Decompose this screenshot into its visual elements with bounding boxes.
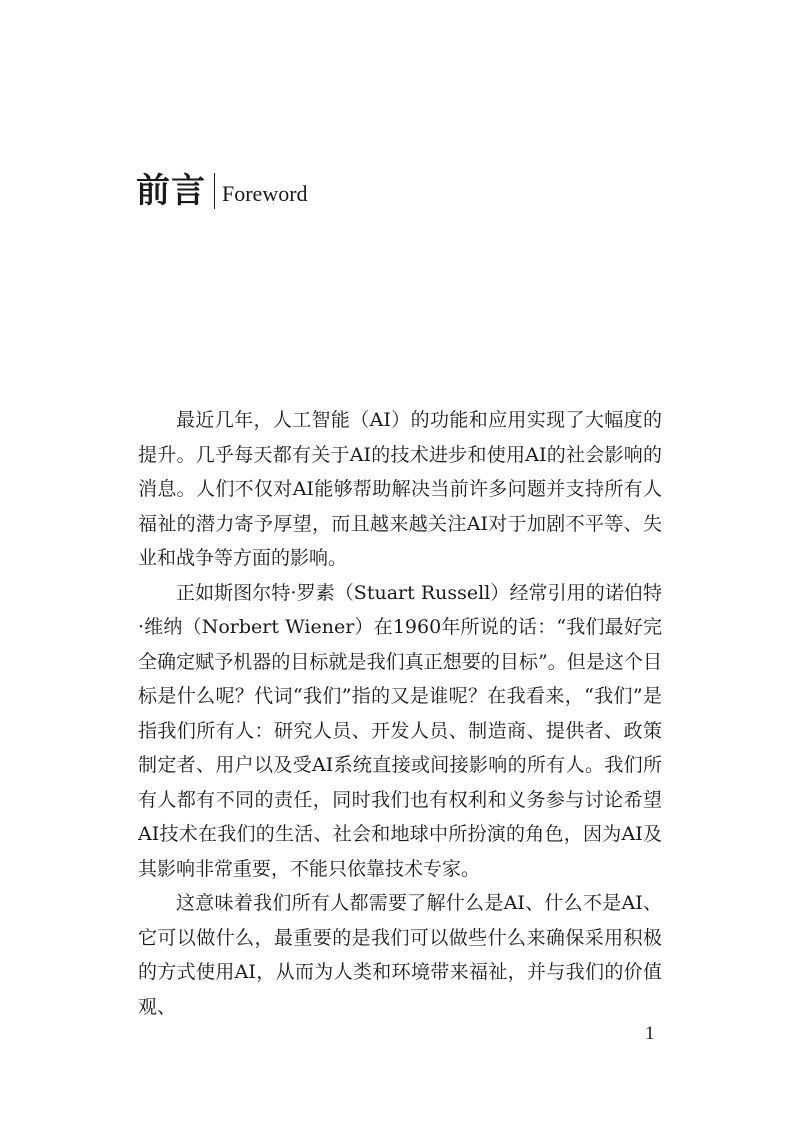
paragraph-2: 正如斯图尔特·罗素（Stuart Russell）经常引用的诺伯特·维纳（Norbert Wiener）在1960年所说的话：“我们最好完全确定赋予机器的目标就是我们真正想要的目标”。但是这个目标是什么呢？代词“我们”指的又是谁呢？在我看来，“我们”是指我们所有人：研究人员、开发人员、制造商、提供者、政策制定者、用户以及受AI系统直接或间接影响的所有人。我们所有人都有不同的责任，同时我们也有权利和义务参与讨论希望AI技术在我们的生活、社会和地球中所扮演的角色，因为AI及其影响非常重要，不能只依靠技术专家。 <box>138 581 662 880</box>
chapter-title-chinese: 前言 <box>136 171 206 211</box>
paragraph-1: 最近几年，人工智能（AI）的功能和应用实现了大幅度的提升。几乎每天都有关于AI的技术进步和使用AI的社会影响的消息。人们不仅对AI能够帮助解决当前许多问题并支持所有人福祉的潜力寄予厚望，而且越来越关注AI对于加剧不平等、失业和战争等方面的影响。 <box>138 409 662 569</box>
chapter-title-english: Foreword <box>222 181 308 206</box>
page-number: 1 <box>645 1023 655 1044</box>
chapter-heading <box>136 166 308 216</box>
heading-divider <box>214 173 215 209</box>
paragraph-3: 这意味着我们所有人都需要了解什么是AI、什么不是AI、它可以做什么，最重要的是我们可以做些什么来确保采用积极的方式使用AI，从而为人类和环境带来福祉，并与我们的价值观、 <box>138 892 662 1018</box>
body-text <box>138 403 662 1024</box>
